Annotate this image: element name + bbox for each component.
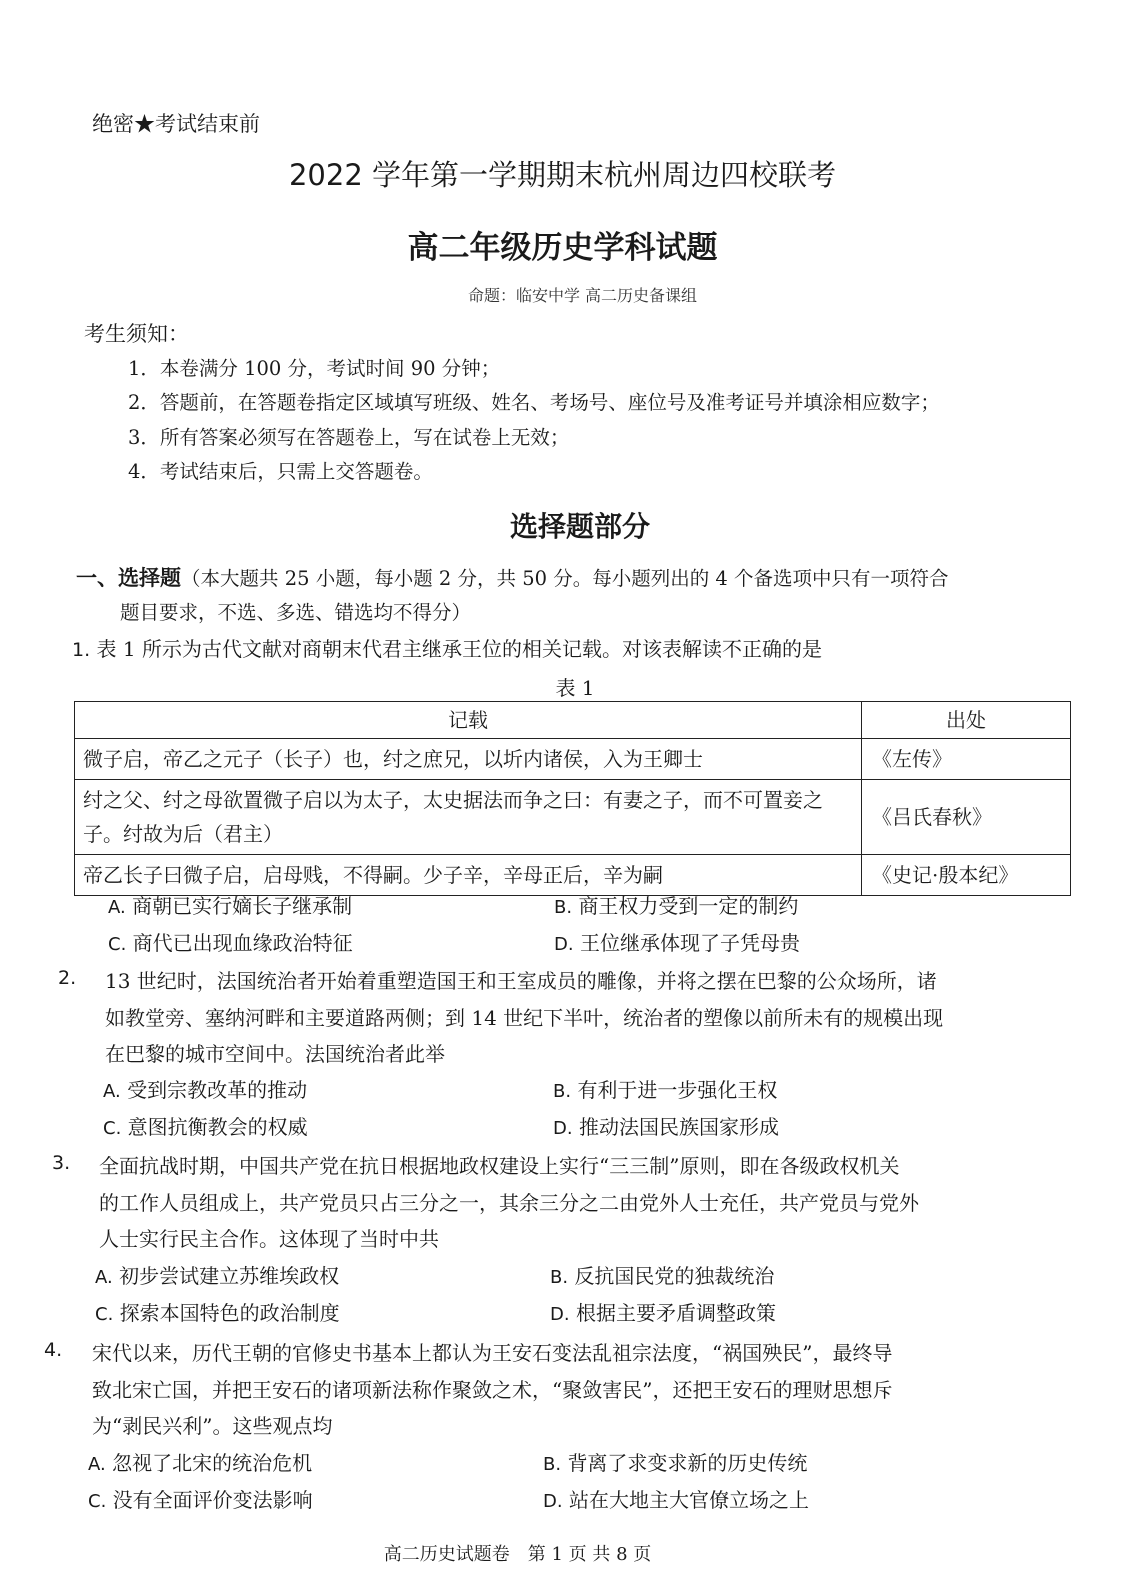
- table-cell-record: 帝乙长子曰微子启，启母贱，不得嗣。少子辛，辛母正后，辛为嗣: [75, 855, 862, 896]
- question-1: [72, 633, 822, 662]
- option-a[interactable]: A. 受到宗教改革的推动: [103, 1078, 308, 1102]
- section-heading: 一、选择题: [76, 566, 181, 590]
- question-stem: 人士实行民主合作。这体现了当时中共: [99, 1227, 439, 1251]
- question-stem: 在巴黎的城市空间中。法国统治者此举: [105, 1042, 445, 1066]
- question-number: 1.: [72, 639, 91, 661]
- table-cell-source: 《左传》: [862, 739, 1071, 780]
- question-2-number: 2.: [58, 967, 77, 989]
- table-row: [75, 780, 1071, 855]
- question-stem: 如教堂旁、塞纳河畔和主要道路两侧；到 14 世纪下半叶，统治者的塑像以前所未有的规模出现: [105, 1006, 944, 1030]
- section-instructions-line1: （本大题共 25 小题，每小题 2 分，共 50 分。每小题列出的 4 个备选项中只有一项符合: [181, 567, 949, 590]
- table-cell-record: 纣之父、纣之母欲置微子启以为太子，太史据法而争之曰：有妻之子，而不可置妾之子。纣故为后（君主）: [75, 780, 862, 855]
- notice-item: 2．答题前，在答题卷指定区域填写班级、姓名、考场号、座位号及准考证号并填涂相应数字；: [128, 391, 940, 414]
- option-a[interactable]: A. 忽视了北宋的统治危机: [88, 1451, 313, 1475]
- table-row: [75, 739, 1071, 780]
- option-d[interactable]: D. 推动法国民族国家形成: [553, 1115, 779, 1139]
- option-d[interactable]: D. 王位继承体现了子凭母贵: [554, 931, 800, 955]
- option-c[interactable]: C. 探索本国特色的政治制度: [95, 1301, 340, 1325]
- question-stem: 13 世纪时，法国统治者开始着重塑造国王和王室成员的雕像，并将之摆在巴黎的公众场所，诸: [105, 969, 937, 993]
- option-b[interactable]: B. 有利于进一步强化王权: [553, 1078, 778, 1102]
- question-stem: 为“剥民兴利”。这些观点均: [92, 1414, 333, 1438]
- option-c[interactable]: C. 没有全面评价变法影响: [88, 1488, 313, 1512]
- section-title: 选择题部分: [509, 510, 650, 543]
- option-d[interactable]: D. 站在大地主大官僚立场之上: [543, 1488, 809, 1512]
- table-header-row: [75, 702, 1071, 739]
- option-a[interactable]: A. 商朝已实行嫡长子继承制: [108, 894, 353, 918]
- option-b[interactable]: B. 反抗国民党的独裁统治: [550, 1264, 775, 1288]
- question-stem: 致北宋亡国，并把王安石的诸项新法称作聚敛之术，“聚敛害民”，还把王安石的理财思想斥: [92, 1378, 893, 1402]
- table-cell-source: 《史记·殷本纪》: [862, 855, 1071, 896]
- option-b[interactable]: B. 背离了求变求新的历史传统: [543, 1451, 808, 1475]
- option-c[interactable]: C. 商代已出现血缘政治特征: [108, 931, 353, 955]
- confidential-label: 绝密★考试结束前: [92, 112, 260, 136]
- option-d[interactable]: D. 根据主要矛盾调整政策: [550, 1301, 776, 1325]
- option-c[interactable]: C. 意图抗衡教会的权威: [103, 1115, 308, 1139]
- question-4-number: 4.: [44, 1339, 63, 1361]
- table-header-record: 记载: [75, 702, 862, 739]
- option-b[interactable]: B. 商王权力受到一定的制约: [554, 894, 799, 918]
- question-stem: 表 1 所示为古代文献对商朝末代君主继承王位的相关记载。对该表解读不正确的是: [96, 637, 822, 661]
- option-a[interactable]: A. 初步尝试建立苏维埃政权: [95, 1264, 340, 1288]
- page-footer: 高二历史试题卷 第 1 页 共 8 页: [383, 1544, 652, 1565]
- question-3-number: 3.: [52, 1152, 71, 1174]
- section-instructions-line2: 题目要求，不选、多选、错选均不得分）: [120, 601, 472, 624]
- exam-title: 2022 学年第一学期期末杭州周边四校联考: [288, 158, 837, 192]
- records-table: [74, 701, 1071, 896]
- exam-subtitle: 高二年级历史学科试题: [407, 230, 718, 266]
- notice-item: 3．所有答案必须写在答题卷上，写在试卷上无效；: [128, 426, 570, 449]
- question-stem: 宋代以来，历代王朝的官修史书基本上都认为王安石变法乱祖宗法度，“祸国殃民”，最终导: [92, 1341, 893, 1365]
- table-caption: 表 1: [555, 676, 595, 700]
- notice-item: 1．本卷满分 100 分，考试时间 90 分钟；: [128, 357, 501, 380]
- notice-title: 考生须知：: [84, 322, 189, 346]
- exam-author: 命题：临安中学 高二历史备课组: [467, 286, 698, 305]
- question-stem: 全面抗战时期，中国共产党在抗日根据地政权建设上实行“三三制”原则，即在各级政权机关: [99, 1154, 900, 1178]
- section-instructions: [76, 562, 949, 592]
- table-header-source: 出处: [862, 702, 1071, 739]
- table-cell-source: 《吕氏春秋》: [862, 780, 1071, 855]
- notice-item: 4．考试结束后，只需上交答题卷。: [128, 460, 433, 483]
- question-stem: 的工作人员组成上，共产党员只占三分之一，其余三分之二由党外人士充任，共产党员与党外: [99, 1191, 919, 1215]
- table-cell-record: 微子启，帝乙之元子（长子）也，纣之庶兄，以圻内诸侯，入为王卿士: [75, 739, 862, 780]
